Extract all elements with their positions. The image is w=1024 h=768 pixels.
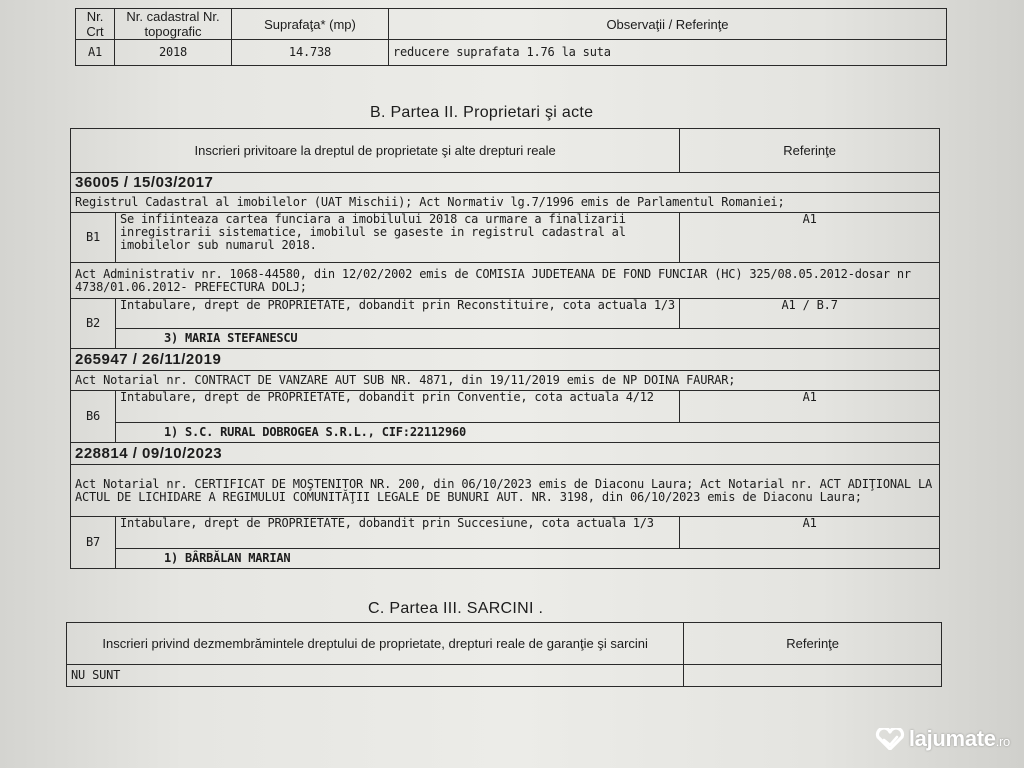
cell-nr-cadastral: 2018 <box>115 40 232 66</box>
owner-name: 3) MARIA STEFANESCU <box>115 329 939 349</box>
entry-text: Intabulare, drept de PROPRIETATE, dobandit prin Succesiune, cota actuala 1/3 <box>115 517 679 549</box>
heart-logo-icon <box>875 728 905 750</box>
watermark <box>875 726 1010 752</box>
registration-number: 265947 / 26/11/2019 <box>71 349 940 371</box>
entry-code: B7 <box>71 517 116 569</box>
encumbrances-row-text: NU SUNT <box>67 665 684 687</box>
cell-suprafata: 14.738 <box>232 40 389 66</box>
act-description: Act Administrativ nr. 1068-44580, din 12/02/2002 emis de COMISIA JUDETEANA DE FOND FUNCIAR (HC) 325/08.05.2012-dosar nr 4738/01.06.2012- PREFECTURA DOLJ; <box>71 263 940 299</box>
land-table <box>75 8 947 66</box>
owner-name: 1) S.C. RURAL DOBROGEA S.R.L., CIF:22112960 <box>115 423 939 443</box>
owners-header-right: Referinţe <box>680 129 940 173</box>
owners-header-left: Inscrieri privitoare la dreptul de proprietate şi alte drepturi reale <box>71 129 680 173</box>
entry-reference: A1 <box>680 213 940 263</box>
encumbrances-header-left: Inscrieri privind dezmembrămintele dreptului de proprietate, drepturi reale de garanţie şi sarcini <box>67 623 684 665</box>
cell-nr-crt: A1 <box>76 40 115 66</box>
act-description: Registrul Cadastral al imobilelor (UAT Mischii); Act Normativ lg.7/1996 emis de Parlamentul Romaniei; <box>71 193 940 213</box>
encumbrances-table <box>66 622 942 687</box>
owner-name: 1) BÂRBĂLAN MARIAN <box>115 549 939 569</box>
owners-table <box>70 128 940 569</box>
col-observatii: Observaţii / Referinţe <box>389 9 947 40</box>
watermark-text: lajumate.ro <box>908 726 1010 751</box>
entry-text: Intabulare, drept de PROPRIETATE, dobandit prin Reconstituire, cota actuala 1/3 <box>115 299 679 329</box>
col-suprafata: Suprafaţa* (mp) <box>232 9 389 40</box>
entry-reference: A1 / B.7 <box>680 299 940 329</box>
cell-observatii: reducere suprafata 1.76 la suta <box>389 40 947 66</box>
encumbrances-header-right: Referinţe <box>684 623 942 665</box>
registration-number: 36005 / 15/03/2017 <box>71 173 940 193</box>
entry-code: B6 <box>71 391 116 443</box>
entry-text: Se infiinteaza cartea funciara a imobilului 2018 ca urmare a finalizarii inregistrarii sistematice, imobilul se gaseste in registrul cadastral al imobilelor sub numarul 2018. <box>115 213 679 263</box>
entry-reference: A1 <box>680 517 940 549</box>
entry-text: Intabulare, drept de PROPRIETATE, dobandit prin Conventie, cota actuala 4/12 <box>115 391 679 423</box>
act-description: Act Notarial nr. CERTIFICAT DE MOŞTENITOR NR. 200, din 06/10/2023 emis de Diaconu Laura; Act Notarial nr. ACT ADIŢIONAL LA ACTUL DE LICHIDARE A REGIMULUI COMUNITĂŢII LEGALE DE BUNURI AUT. NR. 3198, din 06/10/2023 emis de Diaconu Laura; <box>71 465 940 517</box>
entry-code: B1 <box>71 213 116 263</box>
entry-reference: A1 <box>680 391 940 423</box>
col-nr-crt: Nr. Crt <box>76 9 115 40</box>
act-description: Act Notarial nr. CONTRACT DE VANZARE AUT SUB NR. 4871, din 19/11/2019 emis de NP DOINA FAURAR; <box>71 371 940 391</box>
part2-title: B. Partea II. Proprietari şi acte <box>370 104 594 121</box>
col-nr-cadastral: Nr. cadastral Nr. topografic <box>115 9 232 40</box>
encumbrances-row-ref <box>684 665 942 687</box>
part3-title: C. Partea III. SARCINI . <box>368 600 544 617</box>
registration-number: 228814 / 09/10/2023 <box>71 443 940 465</box>
entry-code: B2 <box>71 299 116 349</box>
